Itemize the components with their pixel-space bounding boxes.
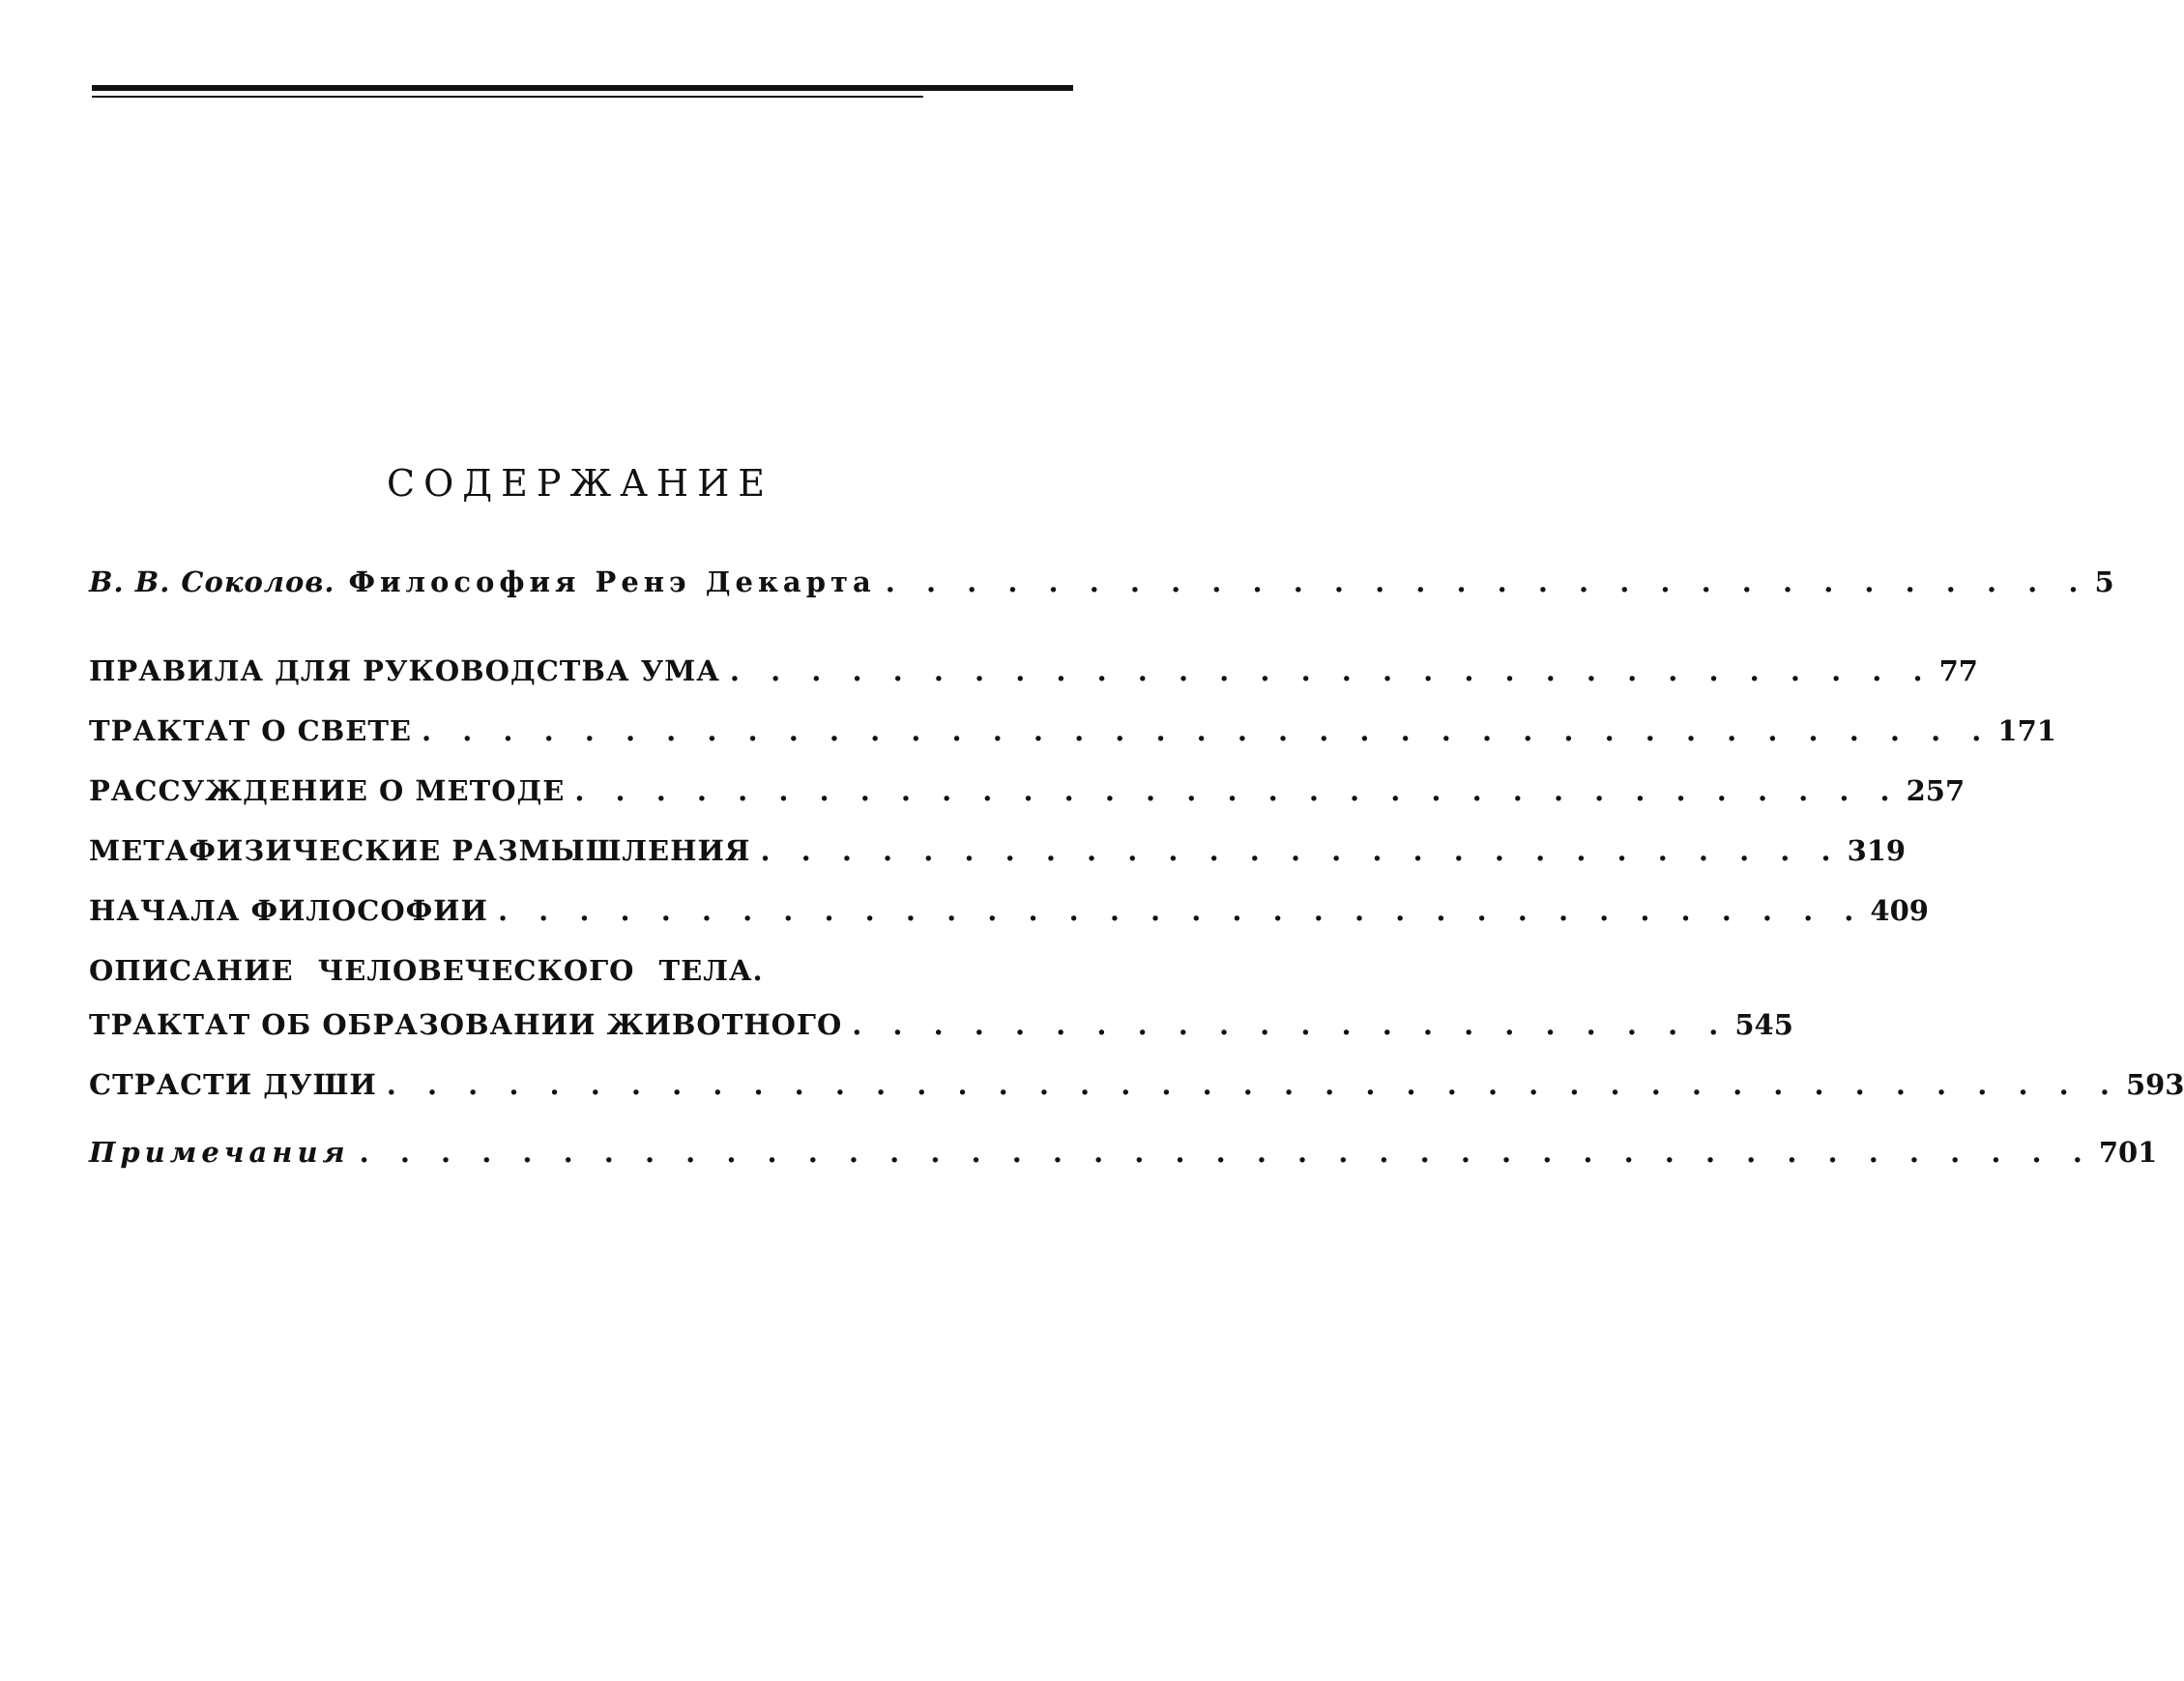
toc-entry-body-line1: ОПИСАНИЕ ЧЕЛОВЕЧЕСКОГО ТЕЛА. [89,954,764,987]
toc-entry-page: 77 [1938,654,1978,687]
toc-entry-title: СТРАСТИ ДУШИ [89,1068,377,1101]
toc-leader-dots: . . . . . . . . . . . . . . . . . . . . . . . . . . . . . . [729,654,1934,687]
toc-leader-dots: . . . . . . . . . . . . . . . . . . . . . . . . . . . . . . . . . [574,774,1901,807]
toc-entry-page: 319 [1847,834,1907,867]
toc-entry-notes[interactable] [89,1136,2158,1178]
top-rule-thin [92,96,923,98]
toc-entry-page: 171 [1997,714,2056,747]
toc-entry-title: РАССУЖДЕНИЕ О МЕТОДЕ [89,774,566,807]
toc-entry-title: НАЧАЛА ФИЛОСОФИИ [89,894,488,927]
toc-entry-title: ТРАКТАТ ОБ ОБРАЗОВАНИИ ЖИВОТНОГО [89,1008,843,1041]
toc-leader-dots: . . . . . . . . . . . . . . . . . . . . . . . . . . . . . . . . . . [497,894,1865,927]
toc-entry-meditations[interactable] [89,834,1907,877]
toc-entry-page: 701 [2098,1136,2158,1169]
toc-entry-body[interactable] [89,1008,1793,1051]
top-rule-thick [92,85,1073,91]
toc-leader-dots: . . . . . . . . . . . . . . . . . . . . . . [852,1008,1730,1041]
toc-entry-principles[interactable] [89,894,1929,937]
toc-entry-title: МЕТАФИЗИЧЕСКИЕ РАЗМЫШЛЕНИЯ [89,834,751,867]
toc-leader-dots: . . . . . . . . . . . . . . . . . . . . . . . . . . . [760,834,1842,867]
toc-entry-light[interactable] [89,714,2056,757]
toc-entry-method[interactable] [89,774,1966,817]
toc-entry-page: 5 [2094,565,2114,598]
toc-entry-page: 257 [1906,774,1966,807]
toc-leader-dots: . . . . . . . . . . . . . . . . . . . . . . . . . . . . . . . . . . . . . . . . . . . [386,1068,2120,1101]
toc-entry-page: 545 [1734,1008,1793,1041]
toc-entry-author: В. В. Соколов. [89,565,335,598]
toc-entry-intro[interactable] [89,565,2114,608]
page-title: СОДЕРЖАНИЕ [387,462,773,505]
toc-entry-page: 593 [2125,1068,2184,1101]
toc-entry-title: ТРАКТАТ О СВЕТЕ [89,714,412,747]
toc-entry-page: 409 [1870,894,1929,927]
toc-leader-dots: . . . . . . . . . . . . . . . . . . . . . . . . . . . . . . . . . . . . . . . [422,714,1993,747]
toc-entry-title: ПРАВИЛА ДЛЯ РУКОВОДСТВА УМА [89,654,720,687]
toc-entry-title: Примечания [89,1136,350,1169]
toc-leader-dots: . . . . . . . . . . . . . . . . . . . . . . . . . . . . . . [885,565,2089,598]
toc-entry-title: Философия Ренэ Декарта [348,565,876,598]
toc-entry-passions[interactable] [89,1068,2184,1111]
toc-leader-dots: . . . . . . . . . . . . . . . . . . . . . . . . . . . . . . . . . . . . . . . . . . . [359,1136,2093,1169]
toc-entry-rules[interactable] [89,654,1978,697]
